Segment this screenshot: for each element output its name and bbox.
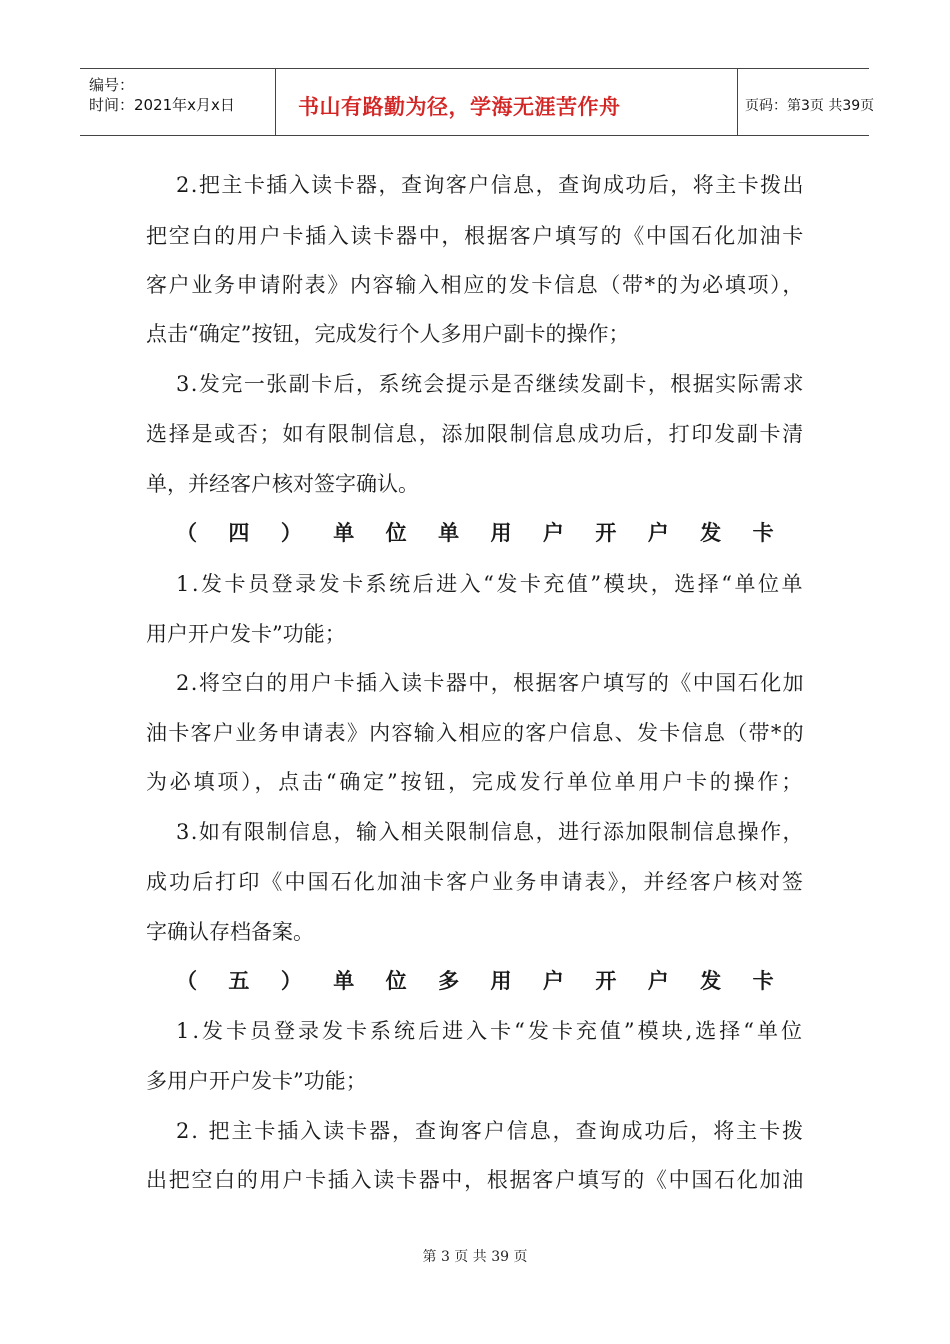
document-date: 时间：2021年x月x日 [89,96,235,114]
body-line: 3.如有限制信息，输入相关限制信息，进行添加限制信息操作， [176,820,805,844]
body-line: 多用户开户发卡”功能； [146,1069,367,1093]
header-page-info: 页码：第3页 共39页 [745,98,875,114]
body-line: 1.发卡员登录发卡系统后进入“发卡充值”模块，选择“单位单 [176,572,805,596]
section-heading: （四）单位单用户开户发卡 [176,521,805,545]
body-line: 单，并经客户核对签字确认。 [146,472,419,496]
document-number-label: 编号： [89,76,135,94]
body-line: 为必填项），点击“确定”按钮，完成发行单位单用户卡的操作； [146,770,805,794]
section-heading: （五）单位多用户开户发卡 [176,969,805,993]
body-line: 字确认存档备案。 [146,920,314,944]
body-line: 1.发卡员登录发卡系统后进入卡“发卡充值”模块,选择“单位 [176,1019,805,1043]
body-line: 2.把主卡插入读卡器，查询客户信息，查询成功后，将主卡拨出 [176,173,805,197]
body-line: 点击“确定”按钮，完成发行个人多用户副卡的操作； [146,322,630,346]
body-line: 客户业务申请附表》内容输入相应的发卡信息（带*的为必填项）， [146,273,805,297]
body-line: 2. 把主卡插入读卡器，查询客户信息，查询成功后，将主卡拨 [176,1119,805,1143]
body-line: 油卡客户业务申请表》内容输入相应的客户信息、发卡信息（带*的 [146,721,805,745]
body-line: 用户开户发卡”功能； [146,622,346,646]
body-line: 2.将空白的用户卡插入读卡器中，根据客户填写的《中国石化加 [176,671,805,695]
body-line: 把空白的用户卡插入读卡器中，根据客户填写的《中国石化加油卡 [146,224,805,248]
page-footer: 第 3 页 共 39 页 [422,1249,528,1265]
body-line: 成功后打印《中国石化加油卡客户业务申请表》，并经客户核对签 [146,870,805,894]
body-line: 选择是或否；如有限制信息，添加限制信息成功后，打印发副卡清 [146,422,805,446]
header-motto: 书山有路勤为径，学海无涯苦作舟 [298,95,621,119]
body-line: 出把空白的用户卡插入读卡器中，根据客户填写的《中国石化加油 [146,1168,805,1192]
body-line: 3.发完一张副卡后，系统会提示是否继续发副卡，根据实际需求 [176,372,805,396]
